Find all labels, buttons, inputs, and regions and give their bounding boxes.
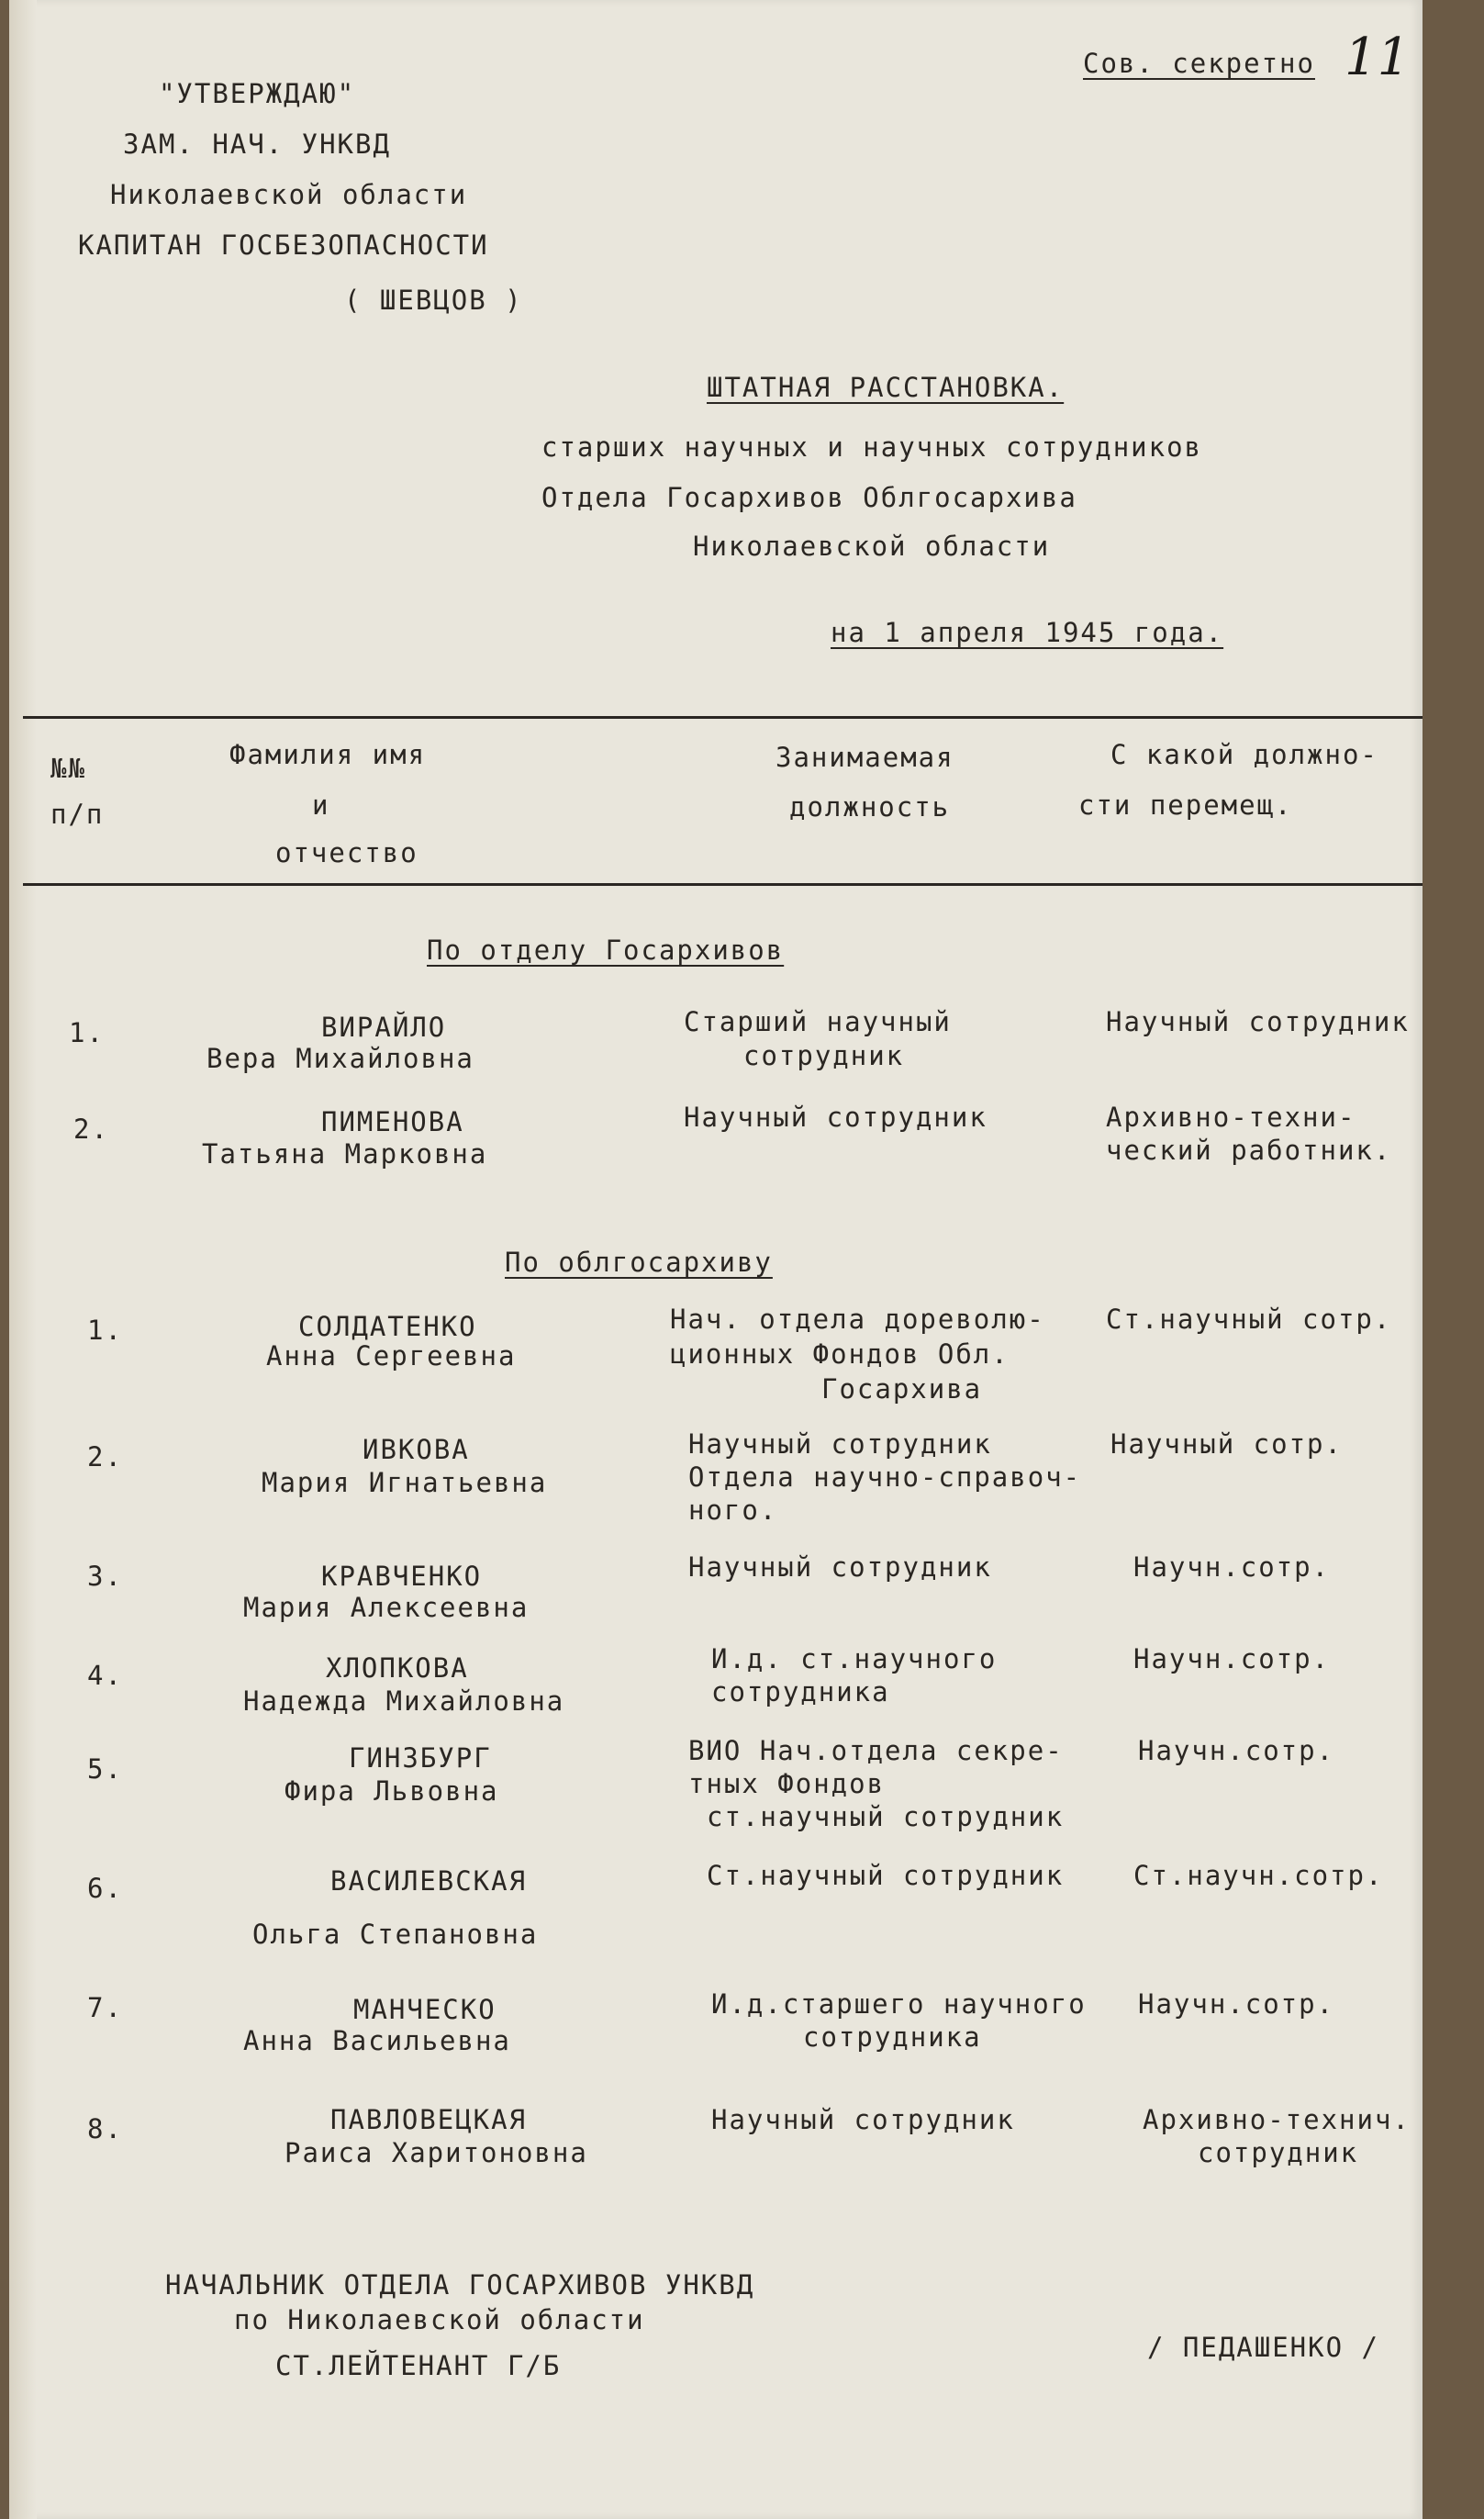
row-surname: ПИМЕНОВА — [321, 1106, 464, 1137]
row-previous-position: Научный сотр. — [1110, 1428, 1343, 1460]
row-number: 6. — [87, 1873, 123, 1904]
row-number: 1. — [87, 1315, 123, 1346]
row-position-line: сотрудник — [743, 1040, 905, 1071]
row-previous-position: ческий работник. — [1106, 1135, 1392, 1166]
table-top-rule — [23, 716, 1423, 719]
col-position-header-1: Занимаемая — [775, 742, 954, 773]
section-title-archives-dept: По отделу Госархивов — [427, 935, 785, 966]
title-line-2: Отдела Госархивов Облгосархива — [541, 482, 1077, 513]
approval-line-4: КАПИТАН ГОСБЕЗОПАСНОСТИ — [78, 230, 489, 261]
signature-rank: СТ.ЛЕЙТЕНАНТ Г/Б — [275, 2350, 562, 2381]
signature-name: / ПЕДАШЕНКО / — [1147, 2332, 1379, 2363]
row-given-name: Татьяна Марковна — [202, 1138, 488, 1170]
row-position-line: Научный сотрудник — [688, 1428, 992, 1460]
row-previous-position: Ст.научный сотр. — [1106, 1304, 1392, 1335]
section-title-oblast-archive: По облгосархиву — [505, 1247, 773, 1278]
row-surname: СОЛДАТЕНКО — [298, 1311, 477, 1342]
row-number: 7. — [87, 1992, 123, 2023]
row-position-line: ционных Фондов Обл. — [670, 1338, 1010, 1370]
title-line-1: старших научных и научных сотрудников — [541, 431, 1203, 463]
row-position-line: И.д.старшего научного — [711, 1988, 1087, 2020]
row-position-line: Нач. отдела дореволю- — [670, 1304, 1045, 1335]
row-given-name: Надежда Михайловна — [243, 1685, 565, 1717]
row-position-line: Старший научный — [684, 1006, 952, 1037]
signature-line-1: НАЧАЛЬНИК ОТДЕЛА ГОСАРХИВОВ УНКВД — [165, 2269, 755, 2301]
row-surname: ГИНЗБУРГ — [349, 1742, 492, 1774]
row-position-line: Госархива — [821, 1373, 983, 1405]
row-surname: ИВКОВА — [363, 1434, 470, 1465]
row-given-name: Ольга Степановна — [252, 1919, 539, 1950]
row-number: 8. — [87, 2113, 123, 2144]
col-number-header-2: п/п — [50, 799, 105, 830]
row-number: 5. — [87, 1753, 123, 1785]
approval-line-3: Николаевской области — [110, 179, 468, 210]
row-given-name: Мария Алексеевна — [243, 1592, 530, 1623]
row-given-name: Анна Васильевна — [243, 2025, 511, 2056]
document-page — [9, 0, 1423, 2519]
row-surname: ВАСИЛЕВСКАЯ — [330, 1865, 528, 1897]
approval-line-5: ( ШЕВЦОВ ) — [344, 285, 523, 316]
row-given-name: Фира Львовна — [285, 1775, 499, 1807]
row-position-line: ст.научный сотрудник — [707, 1801, 1065, 1832]
row-surname: ХЛОПКОВА — [326, 1652, 469, 1684]
row-previous-position: Ст.научн.сотр. — [1133, 1860, 1384, 1891]
row-previous-position: сотрудник — [1198, 2137, 1359, 2168]
approval-line-1: "УТВЕРЖДАЮ" — [158, 78, 356, 109]
row-position-line: ного. — [688, 1495, 778, 1526]
row-given-name: Мария Игнатьевна — [262, 1467, 548, 1498]
row-position-line: Научный сотрудник — [684, 1102, 987, 1133]
row-previous-position: Научн.сотр. — [1133, 1551, 1331, 1583]
row-position-line: Научный сотрудник — [711, 2104, 1015, 2135]
row-number: 1. — [69, 1017, 105, 1048]
document-title: ШТАТНАЯ РАССТАНОВКА. — [707, 372, 1065, 403]
title-line-3: Николаевской области — [693, 531, 1051, 562]
row-position-line: Научный сотрудник — [688, 1551, 992, 1583]
row-previous-position: Научный сотрудник — [1106, 1006, 1410, 1037]
row-surname: ВИРАЙЛО — [321, 1012, 447, 1043]
row-previous-position: Архивно-технич. — [1143, 2104, 1411, 2135]
col-name-header-1: Фамилия имя — [229, 739, 427, 770]
col-name-header-2: и — [312, 789, 330, 821]
row-previous-position: Архивно-техни- — [1106, 1102, 1356, 1133]
classification-label: Сов. секретно — [1083, 48, 1315, 79]
row-position-line: сотрудника — [803, 2021, 982, 2053]
row-surname: КРАВЧЕНКО — [321, 1561, 483, 1592]
col-previous-header-1: С какой должно- — [1110, 739, 1378, 770]
row-number: 4. — [87, 1660, 123, 1691]
row-given-name: Раиса Харитоновна — [285, 2137, 588, 2168]
approval-line-2: ЗАМ. НАЧ. УНКВД — [123, 129, 391, 160]
row-number: 3. — [87, 1561, 123, 1592]
row-position-line: И.д. ст.научного — [711, 1643, 998, 1674]
row-number: 2. — [87, 1441, 123, 1472]
row-given-name: Анна Сергеевна — [266, 1340, 517, 1371]
table-header-rule — [23, 883, 1423, 886]
row-previous-position: Научн.сотр. — [1138, 1735, 1335, 1766]
page-binding-edge — [9, 0, 37, 2519]
row-position-line: Ст.научный сотрудник — [707, 1860, 1065, 1891]
row-surname: ПАВЛОВЕЦКАЯ — [330, 2104, 528, 2135]
page-number: 11 — [1345, 28, 1411, 87]
row-previous-position: Научн.сотр. — [1133, 1643, 1331, 1674]
row-position-line: сотрудника — [711, 1676, 890, 1707]
row-number: 2. — [73, 1114, 109, 1145]
row-position-line: ВИО Нач.отдела секре- — [688, 1735, 1064, 1766]
col-position-header-2: должность — [789, 791, 951, 823]
row-surname: МАНЧЕСКО — [353, 1994, 497, 2025]
row-position-line: тных Фондов — [688, 1768, 886, 1799]
row-given-name: Вера Михайловна — [206, 1043, 474, 1074]
col-name-header-3: отчество — [275, 837, 418, 868]
report-date: на 1 апреля 1945 года. — [831, 617, 1224, 648]
col-previous-header-2: сти перемещ. — [1078, 789, 1293, 821]
row-position-line: Отдела научно-справоч- — [688, 1461, 1082, 1493]
signature-line-2: по Николаевской области — [234, 2304, 645, 2335]
col-number-header-1: №№ — [50, 753, 86, 784]
row-previous-position: Научн.сотр. — [1138, 1988, 1335, 2020]
